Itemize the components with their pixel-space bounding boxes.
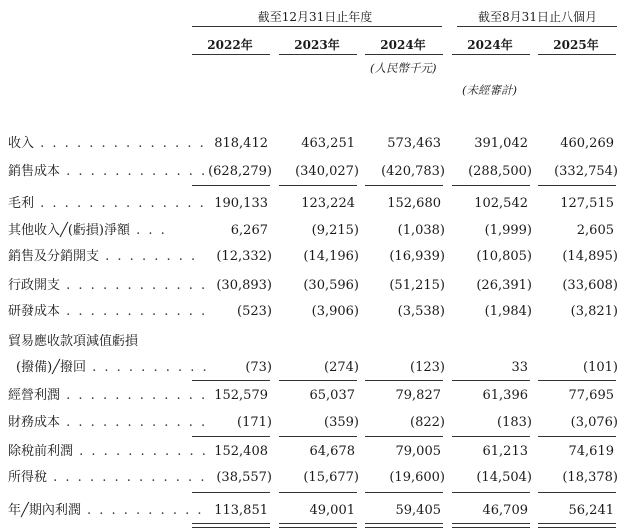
year-rule [279,54,357,55]
cell-2022: (12,332) [216,249,272,264]
cell-2025-interim: (33,608) [562,278,618,293]
cell-2023: 123,224 [301,196,355,211]
double-rule-total [452,523,530,528]
year-header-2024: 2024年 [380,38,426,52]
cell-2024: 152,680 [387,196,441,211]
cell-2024-interim: (1,999) [484,223,532,238]
table-row [0,219,622,243]
cell-2025-interim: 56,241 [568,503,614,518]
rule-under-impairment [365,380,443,381]
cell-2023: (15,677) [303,470,359,485]
cell-2024-interim: (1,984) [484,304,532,319]
cell-2024-interim: (288,500) [468,164,532,179]
row-label: 除稅前利潤 . . . . . . . . . . . [8,444,208,459]
cell-2024-interim: (14,504) [476,470,532,485]
cell-2023: (3,906) [311,304,359,319]
rule-under-impairment [279,380,357,381]
cell-2024-interim: (183) [497,415,532,430]
cell-2023: (30,596) [303,278,359,293]
row-label: 年╱期內利潤 . . . . . . . . . . [8,503,204,518]
rule-under-impairment [452,380,530,381]
cell-2023: 65,037 [309,388,355,403]
row-label: 行政開支 . . . . . . . . . . . . [8,278,208,293]
table-row [0,192,622,216]
cell-2025-interim: (18,378) [562,470,618,485]
table-row [0,384,622,408]
rule-under-cost-of-sales [365,185,443,186]
double-rule-total [365,523,443,528]
rule-under-cost-of-sales [279,185,357,186]
cell-2024-interim: (26,391) [476,278,532,293]
cell-2022: 818,412 [214,136,268,151]
cell-2023: (9,215) [311,223,359,238]
rule-under-income-tax [452,492,530,493]
cell-2025-interim: 77,695 [568,388,614,403]
cell-2024: (19,600) [389,470,445,485]
table-row [0,274,622,298]
table-row [0,440,622,464]
rule-under-finance-costs [279,436,357,437]
cell-2025-interim: (3,821) [570,304,618,319]
cell-2025-interim: (101) [583,360,618,375]
rule-under-finance-costs [452,436,530,437]
cell-2023: (359) [324,415,359,430]
cell-2023: (274) [324,360,359,375]
cell-2022: 152,579 [214,388,268,403]
cell-2024-interim: 33 [511,360,528,375]
rule-under-income-tax [279,492,357,493]
table-row [0,160,622,184]
cell-2024: (123) [410,360,445,375]
year-rule [192,54,270,55]
unit-note: (人民幣千元) [370,61,437,75]
rule-under-income-tax [365,492,443,493]
rule-under-finance-costs [365,436,443,437]
table-row [0,245,622,269]
cell-2025-interim: (14,895) [562,249,618,264]
year-header-2023: 2023年 [294,38,340,52]
year-rule [538,54,616,55]
cell-2022: 152,408 [214,444,268,459]
cell-2023: (14,196) [303,249,359,264]
group-rule-year-ended [192,26,442,27]
rule-under-finance-costs [192,436,270,437]
rule-under-finance-costs [538,436,616,437]
double-rule-total [279,523,357,528]
year-rule [452,54,530,55]
year-header-2022: 2022年 [207,38,253,52]
cell-2024: 59,405 [395,503,441,518]
rule-under-cost-of-sales [452,185,530,186]
cell-2024: (1,038) [397,223,445,238]
table-row [0,132,622,156]
rule-under-impairment [192,380,270,381]
cell-2025-interim: (3,076) [570,415,618,430]
year-header-2024-interim: 2024年 [467,38,513,52]
row-label: 銷售及分銷開支 . . . . . . . . [8,249,198,264]
group-header-eight-months: 截至8月31日止八個月 [478,10,597,24]
unaudited-note: (未經審計) [462,83,517,97]
cell-2022: (171) [237,415,272,430]
cell-2025-interim: (332,754) [554,164,618,179]
cell-2022: (38,557) [216,470,272,485]
rule-under-impairment [538,380,616,381]
cell-2024: (822) [410,415,445,430]
cell-2024: (51,215) [389,278,445,293]
double-rule-total [538,523,616,528]
table-row [0,411,622,435]
row-label: 財務成本 . . . . . . . . . . . . [8,415,208,430]
table-row [0,499,622,523]
cell-2022: (73) [245,360,272,375]
row-label: 所得稅 . . . . . . . . . . . . . [8,470,207,485]
cell-2022: 6,267 [230,223,268,238]
cell-2023: (340,027) [295,164,359,179]
cell-2025-interim: 2,605 [576,223,614,238]
rule-under-income-tax [538,492,616,493]
cell-2023: 463,251 [301,136,355,151]
row-label: 毛利 . . . . . . . . . . . . . . [8,196,206,211]
row-label: 研發成本 . . . . . . . . . . . . [8,304,208,319]
cell-2023: 64,678 [309,444,355,459]
cell-2022: 190,133 [214,196,268,211]
cell-2024: (420,783) [381,164,445,179]
cell-2024: (3,538) [397,304,445,319]
rule-under-income-tax [192,492,270,493]
rule-under-cost-of-sales [538,185,616,186]
row-label: 其他收入╱(虧損)淨額 . . . [8,223,167,238]
rule-under-cost-of-sales [192,185,270,186]
cell-2024-interim: 46,709 [482,503,528,518]
cell-2025-interim: 74,619 [568,444,614,459]
cell-2025-interim: 460,269 [560,136,614,151]
cell-2024-interim: 391,042 [474,136,528,151]
cell-2024: (16,939) [389,249,445,264]
group-header-year-ended: 截至12月31日止年度 [257,10,373,24]
row-label: 收入 . . . . . . . . . . . . . . [8,136,206,151]
cell-2024-interim: 61,213 [482,444,528,459]
double-rule-total [192,523,270,528]
cell-2024-interim: 61,396 [482,388,528,403]
row-label: 經營利潤 . . . . . . . . . . . . [8,388,208,403]
cell-2024-interim: (10,805) [476,249,532,264]
cell-2022: (30,893) [216,278,272,293]
row-label: 銷售成本 . . . . . . . . . . . . [8,164,208,179]
cell-2022: 113,851 [214,503,268,518]
table-row [0,356,622,380]
year-rule [365,54,443,55]
table-row [0,330,622,354]
cell-2024-interim: 102,542 [474,196,528,211]
row-label: (撥備)╱撥回 . . . . . . . . . . [16,360,209,375]
cell-2024: 79,005 [395,444,441,459]
table-row [0,300,622,324]
cell-2023: 49,001 [309,503,355,518]
cell-2022: (523) [237,304,272,319]
row-label: 貿易應收款項減值虧損 [8,334,139,349]
table-row [0,466,622,490]
cell-2024: 573,463 [387,136,441,151]
year-header-2025-interim: 2025年 [553,38,599,52]
group-rule-eight-months [457,26,617,27]
cell-2022: (628,279) [208,164,272,179]
cell-2024: 79,827 [395,388,441,403]
cell-2025-interim: 127,515 [560,196,614,211]
